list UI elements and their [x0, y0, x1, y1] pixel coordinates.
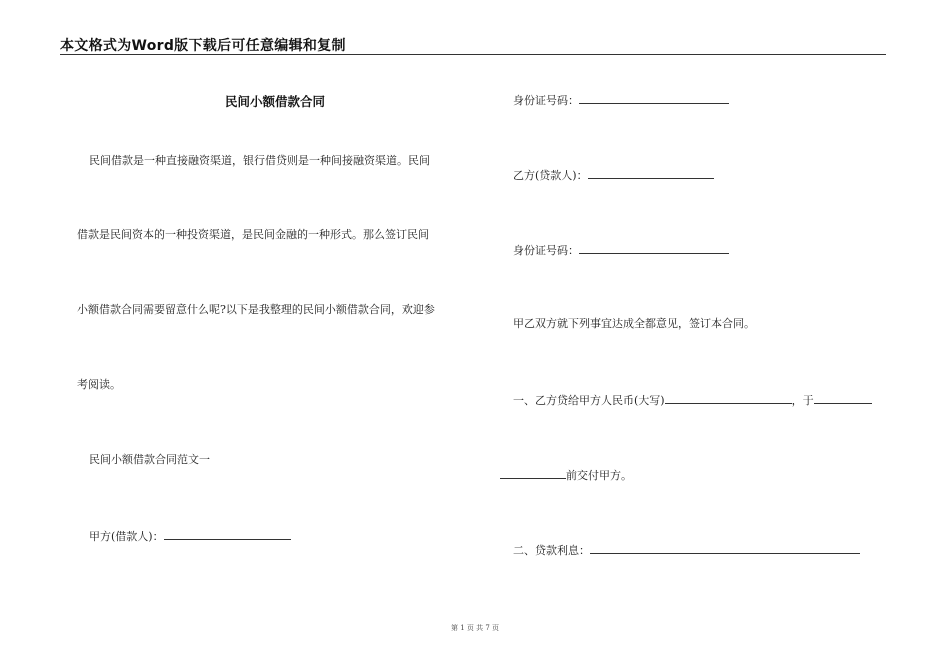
party-a-row: [89, 528, 291, 544]
clause-1-cont-row: [500, 467, 632, 483]
date-blank[interactable]: [814, 392, 872, 404]
interest-blank[interactable]: [590, 542, 860, 554]
clause-1-mid: ，于: [791, 394, 814, 407]
intro-line-4: 考阅读。: [77, 378, 121, 391]
id-b-label: 身份证号码：: [513, 244, 579, 257]
date-blank-cont[interactable]: [500, 467, 566, 479]
party-a-blank[interactable]: [164, 528, 291, 540]
clause-1-row: [513, 392, 872, 408]
intro-line-3: 小额借款合同需要留意什么呢?以下是我整理的民间小额借款合同，欢迎参: [77, 303, 435, 316]
id-b-blank[interactable]: [579, 242, 729, 254]
page-header: [60, 34, 886, 55]
clause-1-suffix: 前交付甲方。: [566, 469, 632, 482]
intro-line-1: 民间借款是一种直接融资渠道，银行借贷则是一种间接融资渠道。民间: [89, 154, 430, 167]
party-a-label: 甲方(借款人)：: [89, 530, 164, 543]
id-b-row: [513, 242, 729, 258]
page-footer: 第 1 页 共 7 页: [450, 624, 500, 632]
clause-1-prefix: 一、乙方贷给甲方人民币(大写): [513, 394, 665, 407]
id-a-label: 身份证号码：: [513, 94, 579, 107]
agreement-text: 甲乙双方就下列事宜达成全都意见，签订本合同。: [513, 317, 755, 330]
document-title: 民间小额借款合同: [224, 94, 325, 109]
party-b-label: 乙方(贷款人)：: [513, 169, 588, 182]
party-b-row: [513, 167, 714, 183]
header-text: 本文格式为Word版下载后可任意编辑和复制: [60, 38, 346, 54]
party-b-blank[interactable]: [588, 167, 714, 179]
id-a-row: [513, 92, 729, 108]
intro-line-2: 借款是民间资本的一种投资渠道，是民间金融的一种形式。那么签订民间: [77, 228, 429, 241]
clause-2-row: [513, 542, 860, 558]
sample-title: 民间小额借款合同范文一: [89, 453, 210, 466]
id-a-blank[interactable]: [579, 92, 729, 104]
clause-2-label: 二、贷款利息：: [513, 544, 590, 557]
amount-blank[interactable]: [665, 392, 792, 404]
